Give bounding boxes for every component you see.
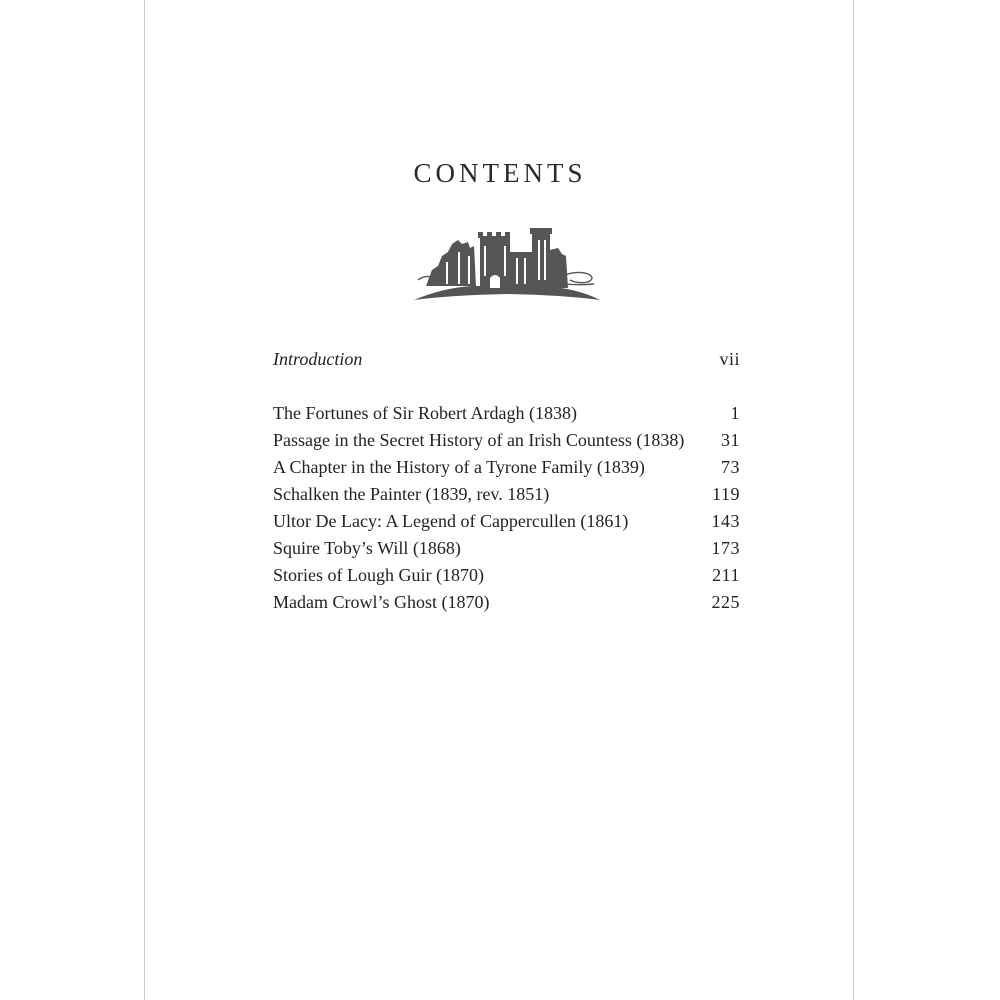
toc-entry-title: Squire Toby’s Will (1868)	[273, 538, 461, 558]
toc-entry-page: 225	[711, 592, 740, 612]
page-title: CONTENTS	[413, 158, 587, 188]
toc-entry-title: Passage in the Secret History of an Irish Countess (1838)	[273, 430, 685, 450]
toc-row	[273, 481, 740, 508]
toc-row	[273, 562, 740, 589]
toc-entry-title: Madam Crowl’s Ghost (1870)	[273, 592, 490, 612]
toc-row	[273, 535, 740, 562]
toc-entry-page: 1	[730, 403, 740, 423]
toc-entry-page: 73	[721, 457, 740, 477]
toc-entry-page: 31	[721, 430, 740, 450]
toc-entry-page: 211	[712, 565, 740, 585]
toc-entry-page: vii	[719, 349, 740, 369]
toc-introduction	[273, 346, 740, 373]
toc-row	[273, 589, 740, 616]
toc-entry-page: 173	[711, 538, 740, 558]
toc-list	[273, 400, 740, 616]
toc-row	[273, 508, 740, 535]
castle-ruins-icon	[412, 226, 602, 304]
toc-entry-title: A Chapter in the History of a Tyrone Family (1839)	[273, 457, 645, 477]
toc-entry-page: 143	[711, 511, 740, 531]
toc-entry-title: Schalken the Painter (1839, rev. 1851)	[273, 484, 550, 504]
toc-entry-title: Introduction	[273, 349, 363, 369]
toc-row	[273, 454, 740, 481]
toc-entry-title: The Fortunes of Sir Robert Ardagh (1838)	[273, 403, 577, 423]
toc-row	[273, 427, 740, 454]
toc-entry-title: Stories of Lough Guir (1870)	[273, 565, 484, 585]
toc-entry-title: Ultor De Lacy: A Legend of Cappercullen (1861)	[273, 511, 629, 531]
toc-row	[273, 400, 740, 427]
toc-row	[273, 346, 740, 373]
toc-entry-page: 119	[712, 484, 740, 504]
